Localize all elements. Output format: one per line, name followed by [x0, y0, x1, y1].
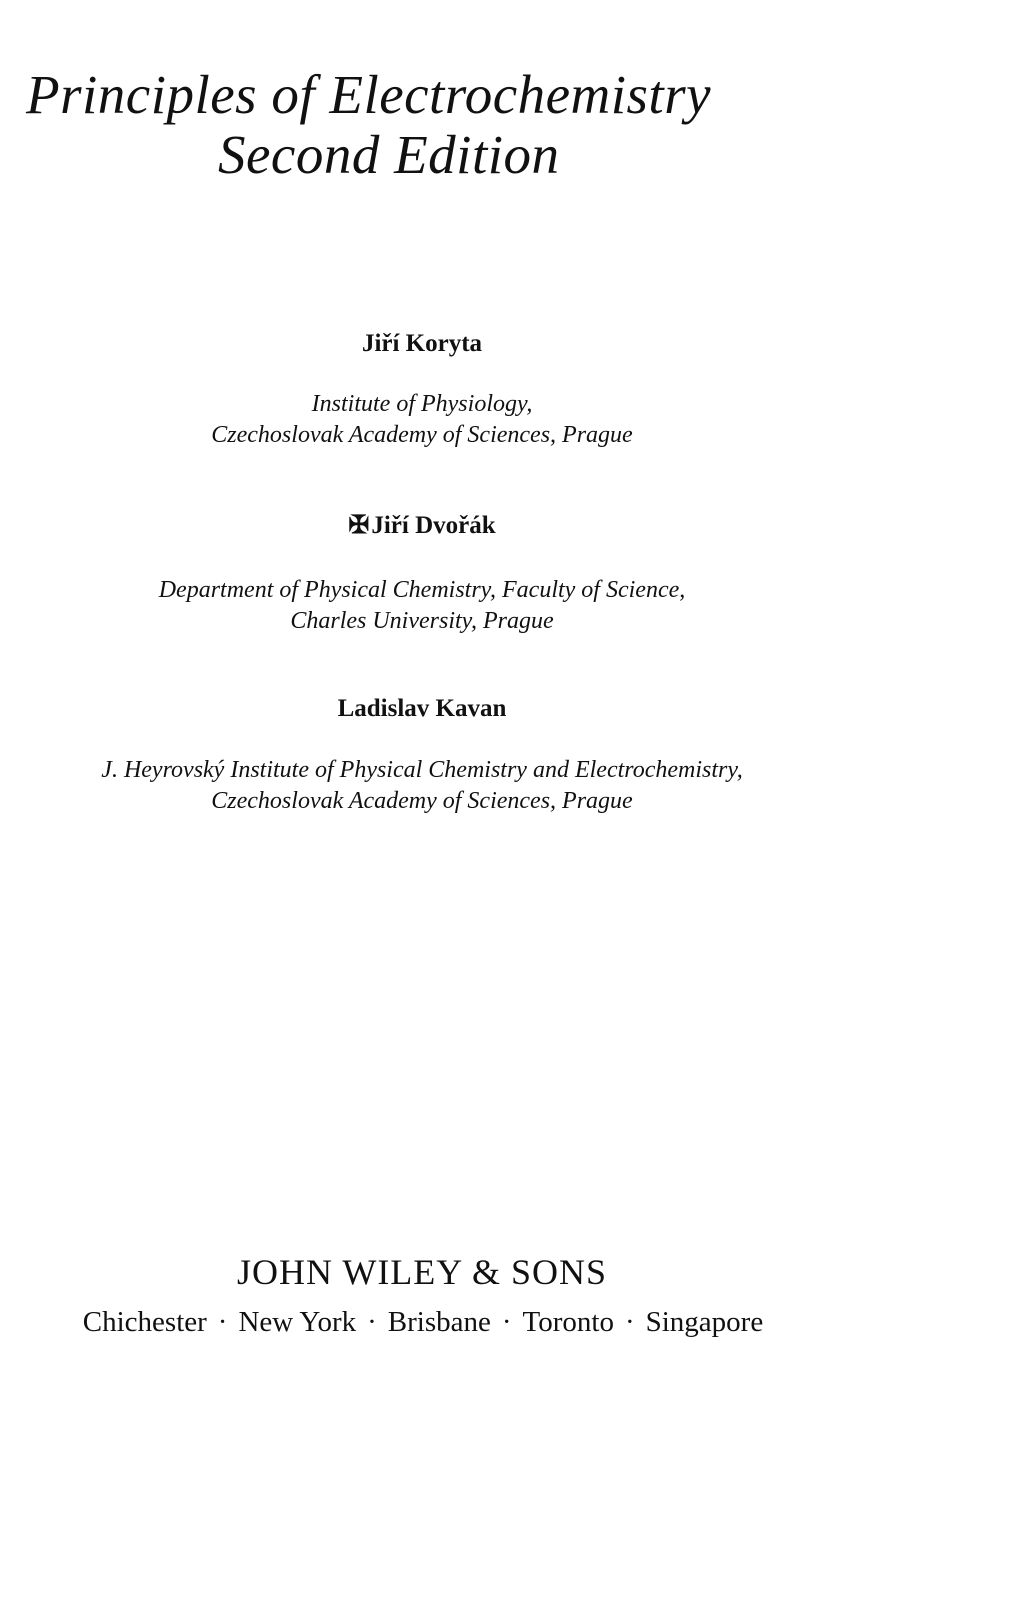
city: Singapore: [645, 1306, 764, 1338]
city: Brisbane: [387, 1306, 491, 1338]
city-separator: ·: [501, 1306, 512, 1338]
city: Toronto: [522, 1306, 614, 1338]
city: New York: [238, 1306, 357, 1338]
title-line-2: Second Edition: [218, 124, 560, 185]
publisher-name: JOHN WILEY & SONS: [236, 1252, 607, 1292]
author-name-row: [0, 511, 844, 541]
city-separator: ·: [367, 1306, 377, 1338]
author-affiliation-line: Czechoslovak Academy of Sciences, Prague: [211, 788, 633, 814]
author-block-2: [0, 511, 844, 637]
deceased-cross-icon: ✠: [348, 512, 370, 539]
title-line-1: Principles of Electrochemistry: [26, 64, 712, 125]
city-separator: ·: [217, 1306, 228, 1338]
author-affiliation-line: Charles University, Prague: [290, 608, 554, 634]
author-block-3: [0, 694, 844, 817]
publisher-cities: [0, 1305, 846, 1339]
author-block-1: [0, 329, 844, 451]
author-affiliation-line: Institute of Physiology,: [311, 391, 533, 417]
city: Chichester: [82, 1306, 207, 1338]
city-separator: ·: [624, 1306, 635, 1338]
author-name: Jiří Dvořák: [371, 512, 496, 539]
author-name: Ladislav Kavan: [337, 695, 507, 722]
author-affiliation-line: J. Heyrovský Institute of Physical Chemistry and Electrochemistry,: [101, 757, 743, 783]
author-affiliation-line: Department of Physical Chemistry, Faculty of Science,: [158, 577, 686, 603]
author-affiliation-line: Czechoslovak Academy of Sciences, Prague: [211, 422, 633, 448]
author-name: Jiří Koryta: [361, 330, 483, 357]
